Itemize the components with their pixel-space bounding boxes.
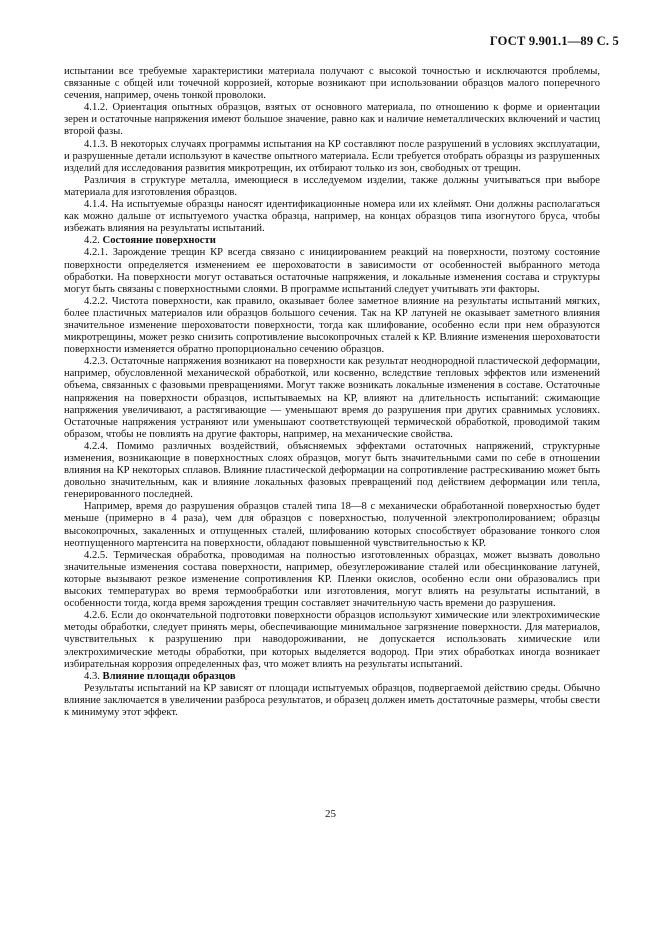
paragraph-4-2-2: 4.2.2. Чистота поверхности, как правило, оказывает более заметное влияние на результаты испытаний мягких, более пластичных материалов или образцов большого сечения. Так на КР латуней не оказывает заметного влияния значительное изменение шероховатости поверхности, тогда как шлифование, особенно если при нем образуются микротрещины, может резко снизить сопротивление высокопрочных сталей к КР. Влияние изменения шероховатости поверхности изменяется обратно пропорционально сечению образцов. [64, 295, 600, 356]
section-heading-4-2 [64, 235, 600, 247]
paragraph-4-1-4: 4.1.4. На испытуемые образцы наносят идентификационные номера или их клеймят. Они должны располагаться как можно дальше от испытуемого участка образца, например, на концах образцов типа изогнутого бруса, чтобы избежать влияния на результаты испытаний. [64, 199, 600, 235]
page-number: 25 [325, 808, 336, 820]
paragraph-4-2-6: 4.2.6. Если до окончательной подготовки поверхности образцов используют химические или электрохимические методы обработки, следует принять меры, обеспечивающие минимальное загрязнение поверхности. Для материалов, чувствительных к разрушению при наводороживании, не допускается использовать химические или электрохимические методы обработки, при которых выделяется водород. При этих обработках иногда возникает избирательная коррозия определенных фаз, что может влиять на результаты испытаний. [64, 610, 600, 670]
paragraph-4-1-3: 4.1.3. В некоторых случаях программы испытания на КР составляют после разрушений в условиях эксплуатации, и разрушенные детали используют в качестве опытного материала. Если требуется отобрать образцы из разрушенных изделий для исследования развития микротрещин, их отбирают только из зон, свободных от трещин. [64, 138, 600, 174]
section-heading-4-3 [64, 671, 600, 683]
paragraph-4-2-1: 4.2.1. Зарождение трещин КР всегда связано с инициированием реакций на поверхности, поэтому состояние поверхности определяется изменением ее шероховатости в зависимости от особенностей выбранного метода обработки. На поверхности могут оставаться остаточные напряжения, и локальные изменения состава и структуры могут быть связаны с поверхностными слоями. В программе испытаний следует учитывать эти факторы. [64, 247, 600, 295]
paragraph-4-2-3: 4.2.3. Остаточные напряжения возникают на поверхности как результат неоднородной пластической деформации, например, обусловленной механической обработкой, или косвенно, вследствие тепловых эффектов или изменений объема, связанных с фазовыми превращениями. Могут также возникать локальные изменения в составе. Остаточные напряжения на поверхности образцов, испытываемых на КР, влияют на длительность испытаний: сжимающие напряжения увеличивают, а растягивающие — уменьшают время до разрушения при других сравнимых условиях. Остаточные напряжения устраняют или уменьшают соответствующей термической обработкой, проводимой таким образом, чтобы не повлиять на другие факторы, например, на механические свойства. [64, 356, 600, 440]
document-header: ГОСТ 9.901.1—89 С. 5 [489, 34, 619, 48]
paragraph-4-2-5: 4.2.5. Термическая обработка, проводимая на полностью изготовленных образцах, может вызвать довольно значительные изменения состава поверхности, например, обезуглероживание сталей или обесцинкование латуней, которые вызывают резкое изменение сопротивления КР. Пленки окислов, особенно если они образовались при высоких температурах во время термообработки или изготовления, могут влиять на результаты испытаний, в особенности тогда, когда время зарождения трещин составляет значительную часть времени до разрушения. [64, 549, 600, 610]
paragraph-structure-differences: Различия в структуре металла, имеющиеся в исследуемом изделии, также должны учитываться при выборе материала для изготовления образцов. [64, 174, 600, 198]
document-body [64, 66, 600, 719]
section-title: Состояние поверхности [102, 235, 216, 247]
paragraph-4-3: Результаты испытаний на КР зависят от площади испытуемых образцов, подвергаемой действию среды. Обычно влияние заключается в увеличении разброса результатов, и образец должен иметь достаточные размеры, чтобы свести к минимуму этот эффект. [64, 682, 600, 718]
paragraph-example: Например, время до разрушения образцов сталей типа 18—8 с механически обработанной поверхностью будет меньше (примерно в 4 раза), чем для образцов с поверхностью, полученной электрополированием; образцы высокопрочных, закаленных и отпущенных сталей, шлифованию которых способствует образование тонкого слоя неотпущенного мартенсита на поверхности, обладают повышенной чувствительностью к КР. [64, 501, 600, 549]
section-number: 4.2. [84, 235, 100, 247]
section-number: 4.3. [84, 670, 100, 682]
paragraph-4-1-2: 4.1.2. Ориентация опытных образцов, взятых от основного материала, по отношению к форме и ориентации зерен и остаточные напряжения имеют большое значение, равно как и наличие неметаллических включений и частиц второй фазы. [64, 102, 600, 138]
paragraph-continuation: испытании все требуемые характеристики материала получают с высокой точностью и исключаются проблемы, связанные с общей или точечной коррозией, которые возникают при использовании образцов малого поперечного сечения, например, очень тонкой проволоки. [64, 66, 600, 102]
section-title: Влияние площади образцов [102, 670, 236, 682]
paragraph-4-2-4: 4.2.4. Помимо различных воздействий, объясняемых эффектами остаточных напряжений, структурные изменения, возникающие в поверхностных слоях образцов, могут быть значительными сами по себе в отношении влияния на КР некоторых сплавов. Влияние пластической деформации на сопротивление растрескиванию может быть довольно значительным, как и влияние локальных фазовых превращений под действием деформации или тепла, генерированного последней. [64, 440, 600, 501]
